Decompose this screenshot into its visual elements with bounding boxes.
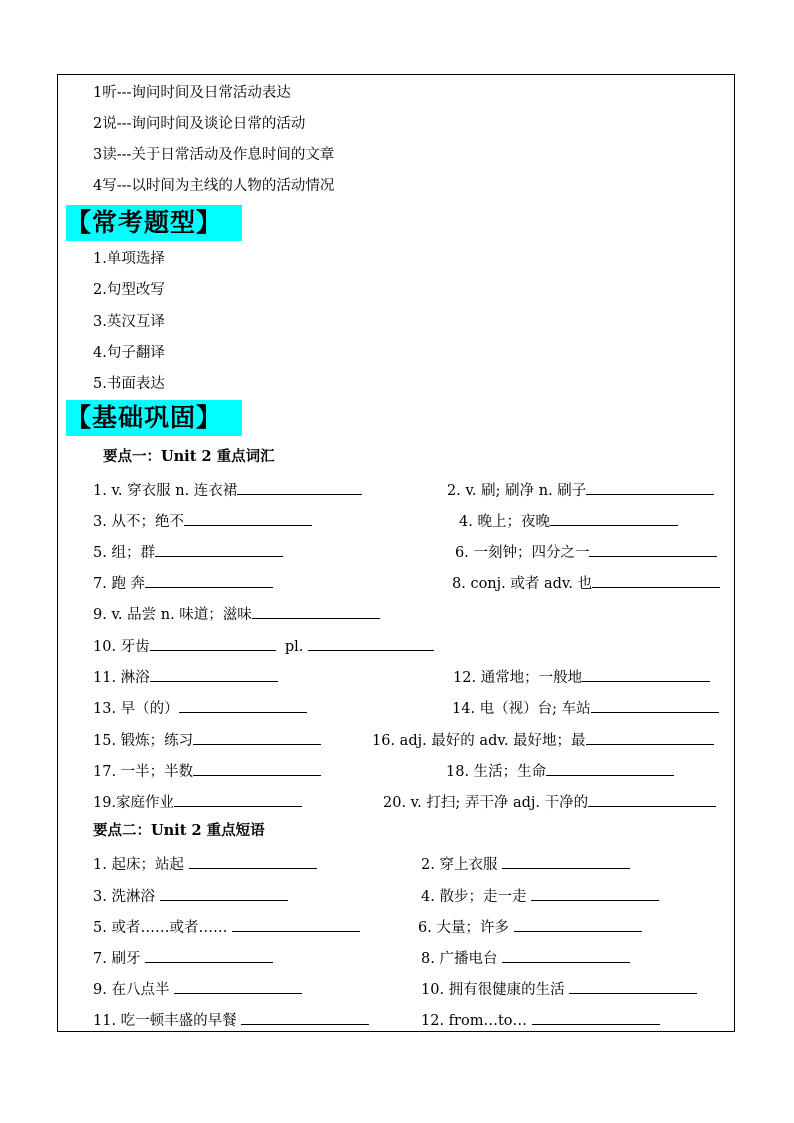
answer-blank[interactable]: [586, 730, 714, 745]
section-title-question-types: 【常考题型】: [66, 205, 242, 241]
phrase-item: 11. 吃一顿丰盛的早餐: [93, 1010, 369, 1030]
question-type-item: 1.单项选择: [93, 251, 165, 267]
answer-blank[interactable]: [514, 917, 642, 932]
vocab-item: 11. 淋浴: [93, 667, 278, 687]
vocab-item: 8. conj. 或者 adv. 也: [452, 573, 720, 593]
vocab-item: 7. 跑 奔: [93, 573, 273, 593]
vocab-item: 1. v. 穿衣服 n. 连衣裙: [93, 480, 362, 500]
vocab-item: 10. 牙齿 pl.: [93, 636, 434, 656]
answer-blank[interactable]: [184, 511, 312, 526]
vocab-item: 3. 从不；绝不: [93, 511, 312, 531]
phrase-item: 4. 散步；走一走: [421, 886, 659, 906]
answer-blank[interactable]: [179, 698, 307, 713]
skill-reading: 3读---关于日常活动及作息时间的文章: [93, 147, 335, 163]
answer-blank[interactable]: [241, 1010, 369, 1025]
vocab-item: 19.家庭作业: [93, 792, 302, 812]
answer-blank[interactable]: [586, 480, 714, 495]
answer-blank[interactable]: [145, 948, 273, 963]
skill-writing: 4写---以时间为主线的人物的活动情况: [93, 178, 335, 194]
answer-blank[interactable]: [150, 636, 276, 651]
phrase-item: 9. 在八点半: [93, 979, 302, 999]
vocab-item: 20. v. 打扫; 弄干净 adj. 干净的: [383, 792, 716, 812]
section-title-basic-consolidation: 【基础巩固】: [66, 400, 242, 436]
vocab-item: 5. 组；群: [93, 542, 283, 562]
answer-blank[interactable]: [532, 1010, 660, 1025]
vocab-item: 16. adj. 最好的 adv. 最好地；最: [372, 730, 714, 750]
answer-blank[interactable]: [592, 573, 720, 588]
phrase-item: 6. 大量；许多: [418, 917, 642, 937]
skill-speaking: 2说---询问时间及谈论日常的活动: [93, 116, 306, 132]
question-type-item: 2.句型改写: [93, 282, 165, 298]
answer-blank[interactable]: [569, 979, 697, 994]
answer-blank[interactable]: [145, 573, 273, 588]
answer-blank[interactable]: [232, 917, 360, 932]
vocab-item: 2. v. 刷; 刷净 n. 刷子: [447, 480, 714, 500]
answer-blank[interactable]: [588, 792, 716, 807]
question-type-item: 3.英汉互译: [93, 314, 165, 330]
phrases-heading: 要点二：Unit 2 重点短语: [93, 822, 265, 839]
answer-blank[interactable]: [150, 667, 278, 682]
phrase-item: 12. from…to…: [421, 1010, 660, 1030]
answer-blank[interactable]: [308, 636, 434, 651]
vocab-item: 17. 一半；半数: [93, 761, 321, 781]
vocab-item: 6. 一刻钟；四分之一: [455, 542, 717, 562]
question-type-item: 5.书面表达: [93, 376, 165, 392]
answer-blank[interactable]: [546, 761, 674, 776]
answer-blank[interactable]: [582, 667, 710, 682]
question-type-item: 4.句子翻译: [93, 345, 165, 361]
vocab-item: 9. v. 品尝 n. 味道；滋味: [93, 604, 380, 624]
answer-blank[interactable]: [591, 698, 719, 713]
skill-listening: 1听---询问时间及日常活动表达: [93, 85, 291, 101]
answer-blank[interactable]: [193, 761, 321, 776]
phrase-item: 1. 起床；站起: [93, 854, 317, 874]
phrase-item: 2. 穿上衣服: [421, 854, 630, 874]
vocab-heading: 要点一：Unit 2 重点词汇: [103, 448, 275, 465]
answer-blank[interactable]: [550, 511, 678, 526]
phrase-item: 7. 刷牙: [93, 948, 273, 968]
answer-blank[interactable]: [252, 604, 380, 619]
phrase-item: 8. 广播电台: [421, 948, 630, 968]
phrase-item: 10. 拥有很健康的生活: [421, 979, 697, 999]
answer-blank[interactable]: [189, 854, 317, 869]
answer-blank[interactable]: [589, 542, 717, 557]
vocab-item: 13. 早（的）: [93, 698, 307, 718]
answer-blank[interactable]: [174, 979, 302, 994]
vocab-item: 15. 锻炼；练习: [93, 730, 321, 750]
answer-blank[interactable]: [531, 886, 659, 901]
answer-blank[interactable]: [193, 730, 321, 745]
phrase-item: 3. 洗淋浴: [93, 886, 288, 906]
answer-blank[interactable]: [237, 480, 362, 495]
vocab-item: 4. 晚上；夜晚: [459, 511, 678, 531]
vocab-item: 12. 通常地；一般地: [453, 667, 710, 687]
phrase-item: 5. 或者……或者……: [93, 917, 360, 937]
answer-blank[interactable]: [502, 948, 630, 963]
vocab-item: 14. 电（视）台; 车站: [452, 698, 719, 718]
vocab-item: 18. 生活；生命: [446, 761, 674, 781]
answer-blank[interactable]: [155, 542, 283, 557]
answer-blank[interactable]: [502, 854, 630, 869]
answer-blank[interactable]: [160, 886, 288, 901]
answer-blank[interactable]: [174, 792, 302, 807]
